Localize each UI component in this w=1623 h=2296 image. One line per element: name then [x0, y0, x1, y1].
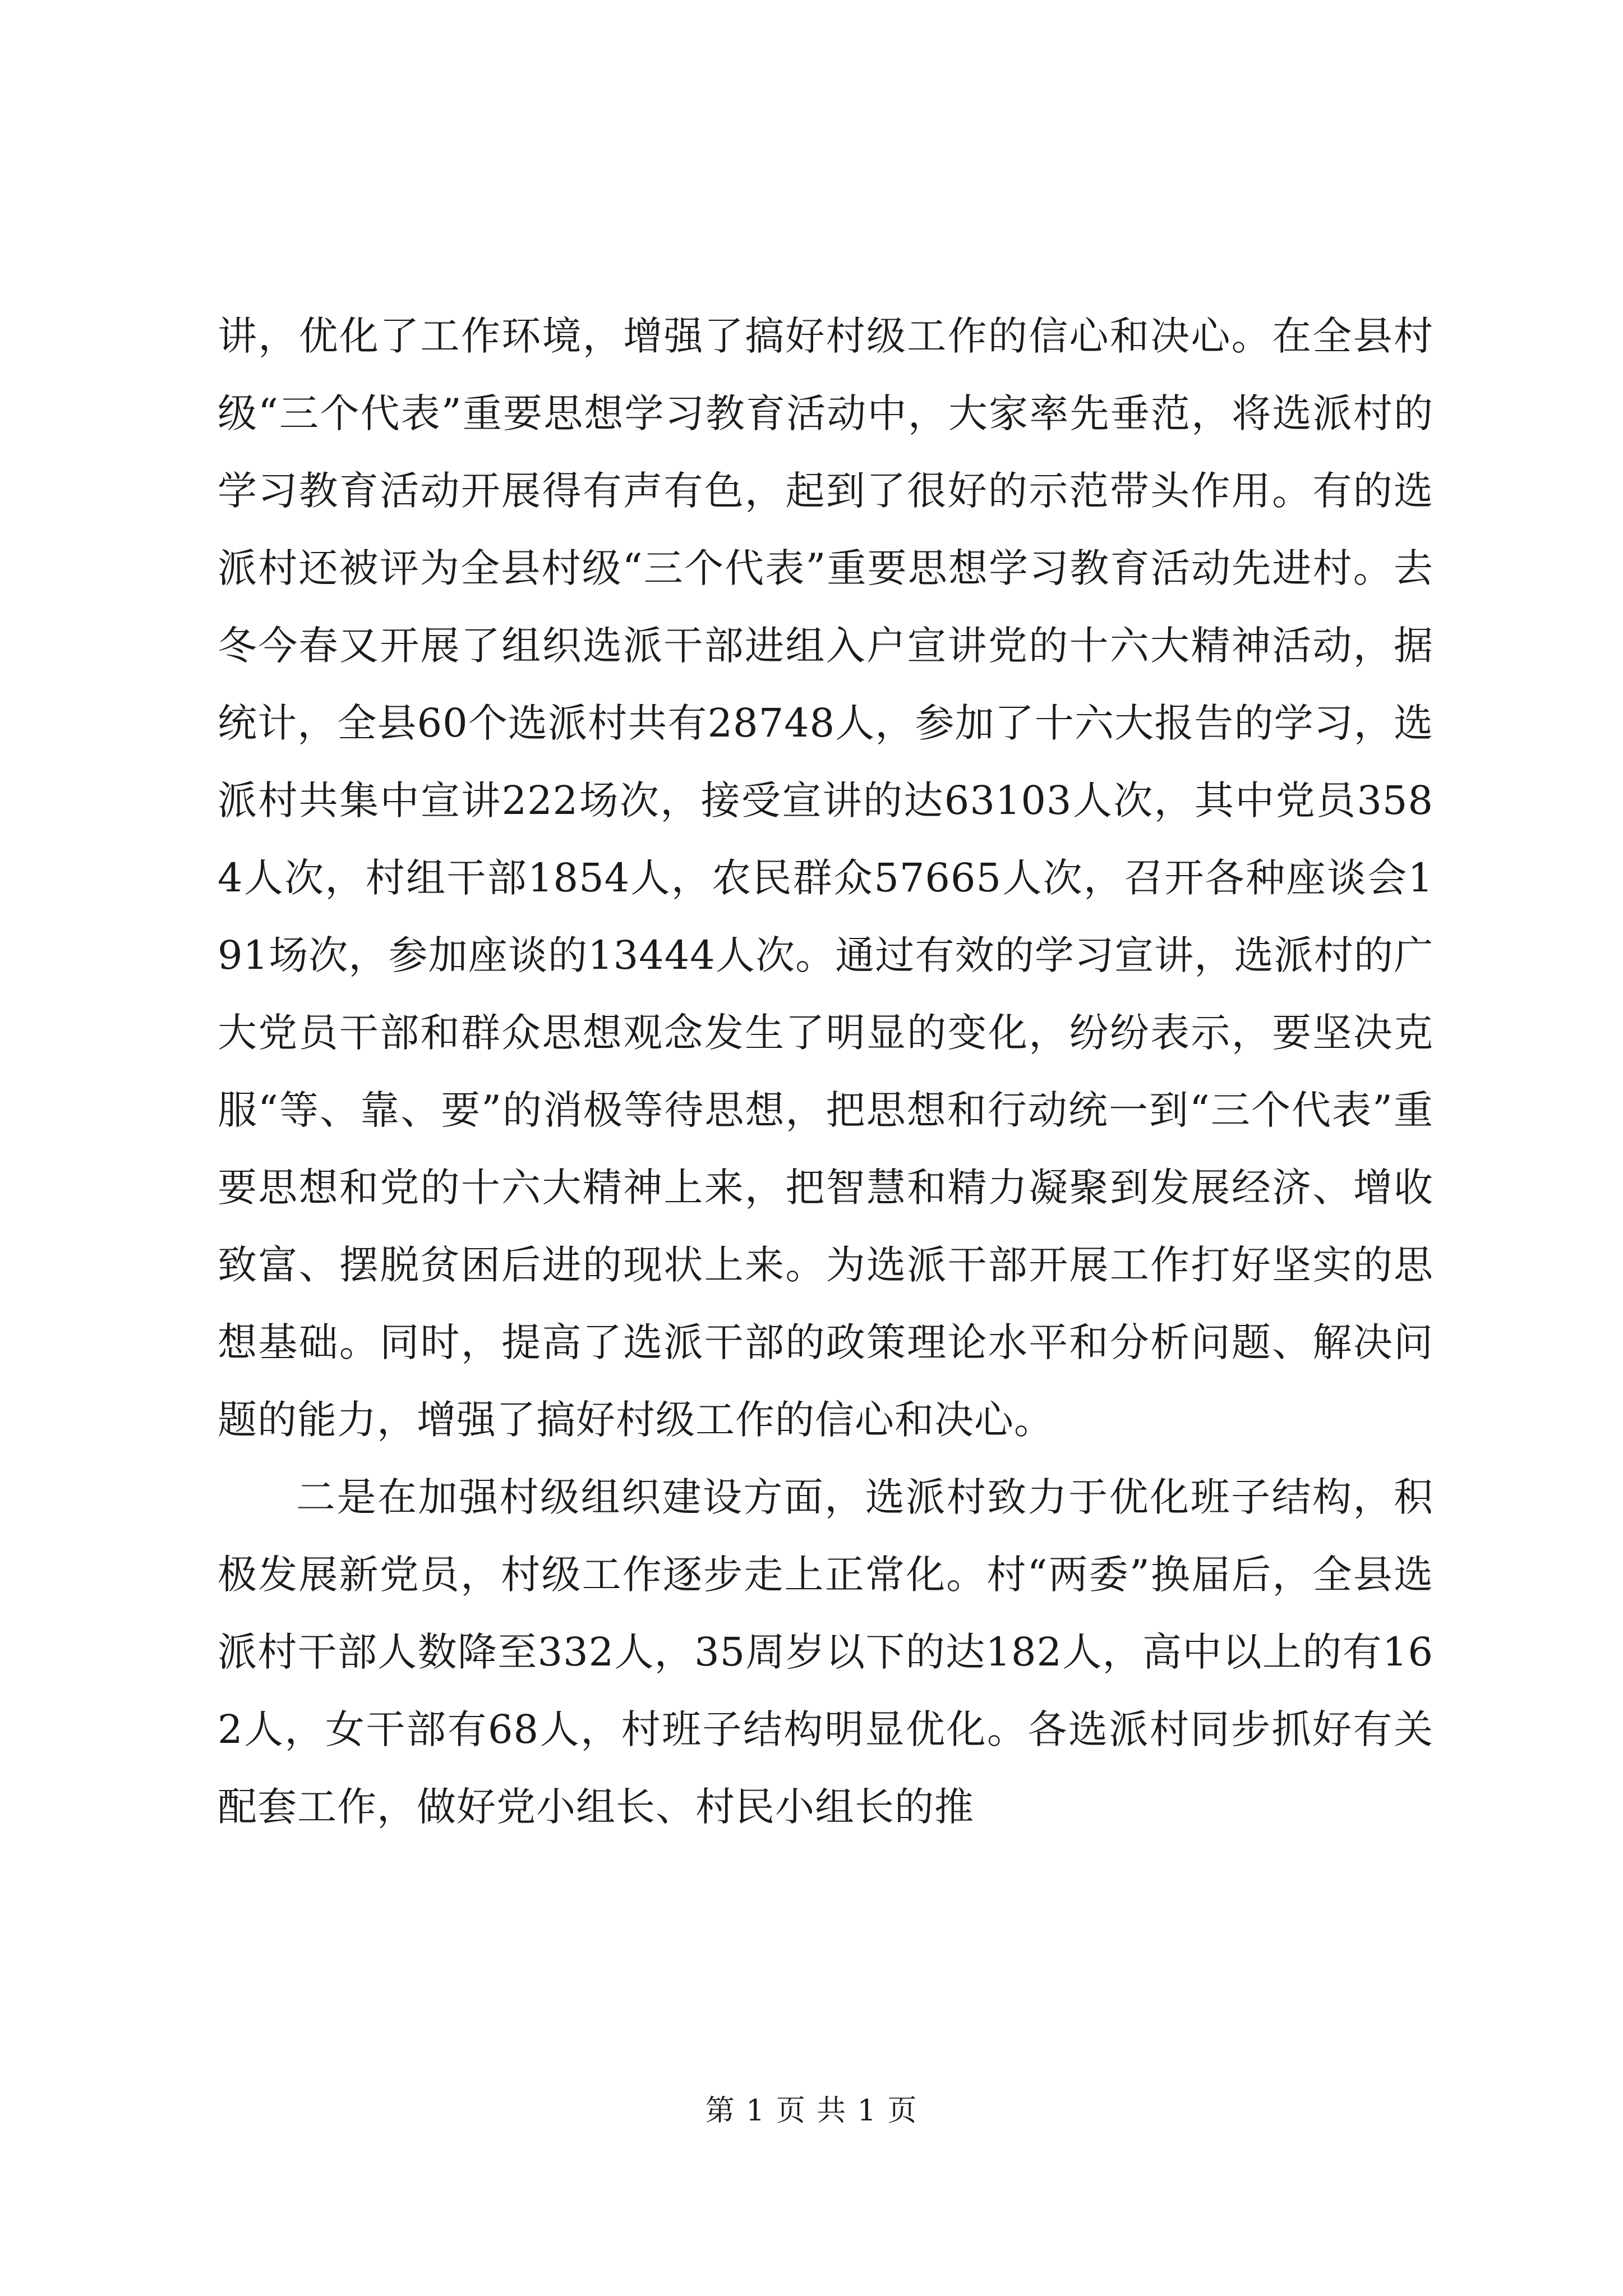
body-paragraph-2: 二是在加强村级组织建设方面，选派村致力于优化班子结构，积极发展新党员，村级工作逐步走上正常化。村“两委”换届后，全县选派村干部人数降至332人，35周岁以下的达182人，高中以上的有162人，女干部有68人，村班子结构明显优化。各选派村同步抓好有关配套工作，做好党小组长、村民小组长的推 [218, 1474, 1433, 1830]
page-footer: 第 1 页 共 1 页 [705, 2094, 918, 2128]
body-paragraph-1: 讲，优化了工作环境，增强了搞好村级工作的信心和决心。在全县村级“三个代表”重要思想学习教育活动中，大家率先垂范，将选派村的学习教育活动开展得有声有色，起到了很好的示范带头作用。有的选派村还被评为全县村级“三个代表”重要思想学习教育活动先进村。去冬今春又开展了组织选派干部进组入户宣讲党的十六大精神活动，据统计，全县60个选派村共有28748人，参加了十六大报告的学习，选派村共集中宣讲222场次，接受宣讲的达63103人次，其中党员3584人次，村组干部1854人，农民群众57665人次，召开各种座谈会191场次，参加座谈的13444人次。通过有效的学习宣讲，选派村的广大党员干部和群众思想观念发生了明显的变化，纷纷表示，要坚决克服“等、靠、要”的消极等待思想，把思想和行动统一到“三个代表”重要思想和党的十六大精神上来，把智慧和精力凝聚到发展经济、增收致富、摆脱贫困后进的现状上来。为选派干部开展工作打好坚实的思想基础。同时，提高了选派干部的政策理论水平和分析问题、解决问题的能力，增强了搞好村级工作的信心和决心。 [218, 313, 1433, 1443]
document-body [218, 297, 1433, 1846]
